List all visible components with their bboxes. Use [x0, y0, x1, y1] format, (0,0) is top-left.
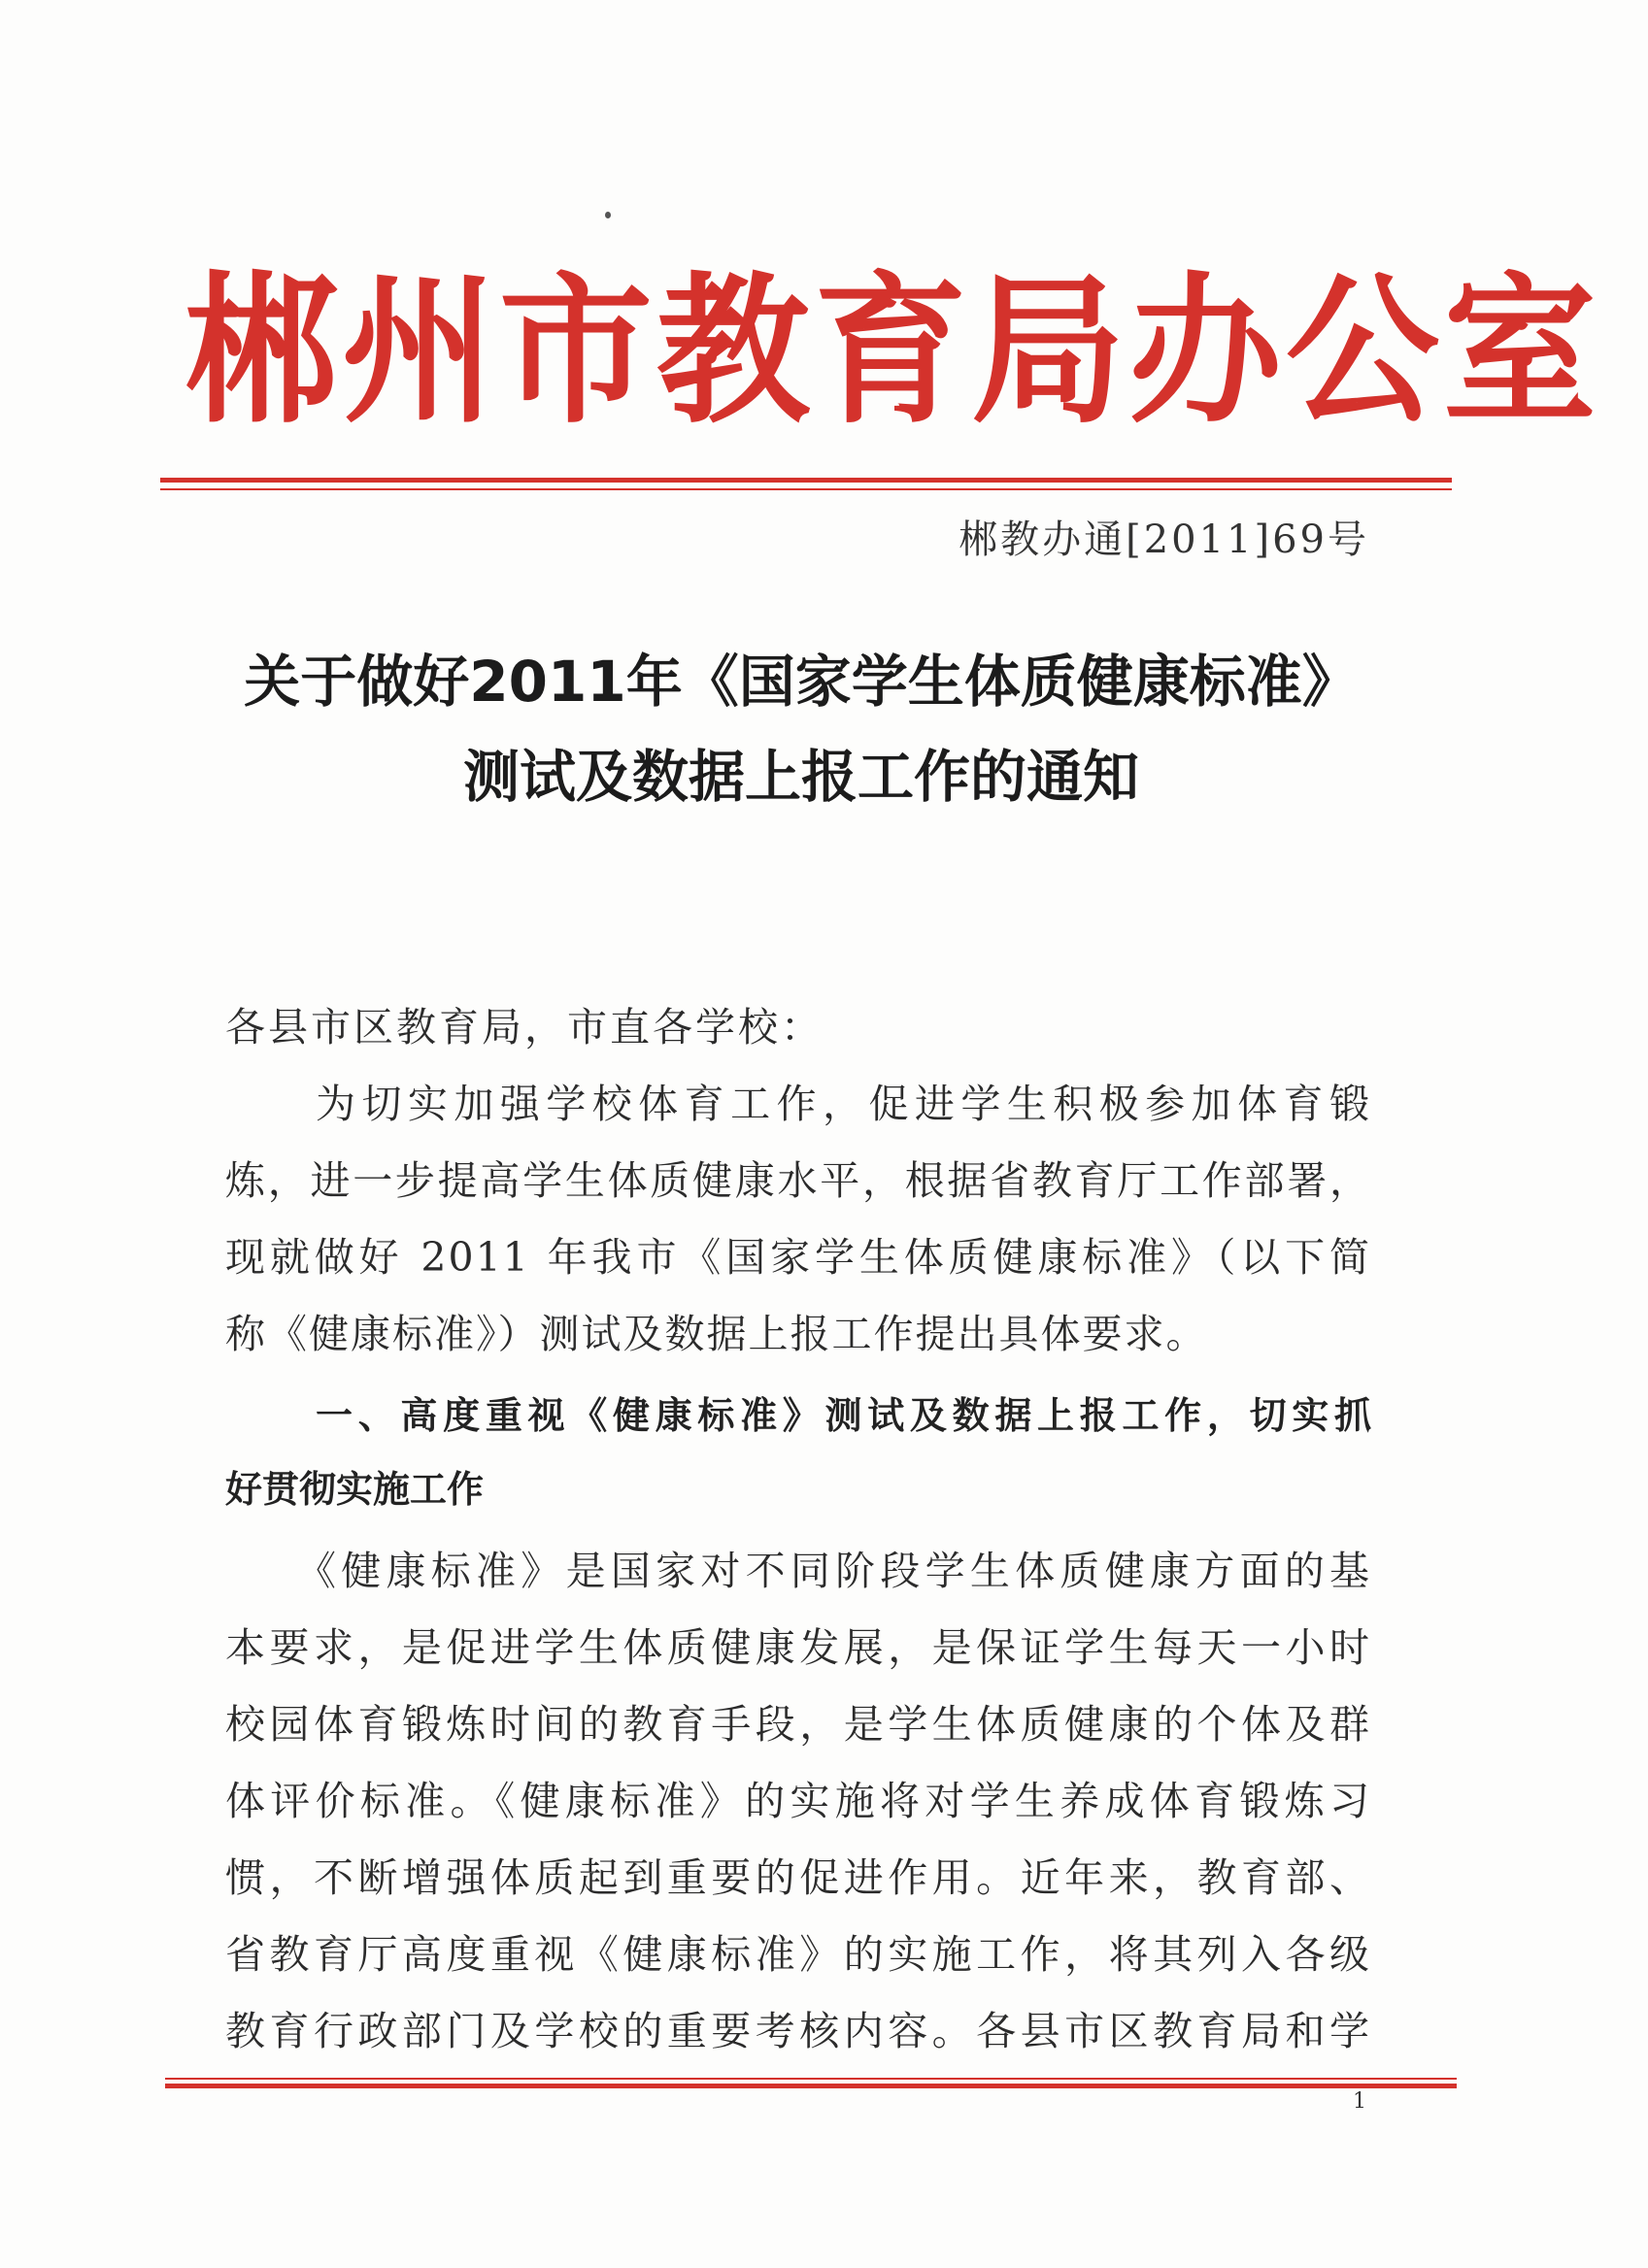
section-body-line: 教育行政部门及学校的重要考核内容。各县市区教育局和学	[225, 2008, 1371, 2054]
paragraph-line: 为切实加强学校体育工作，促进学生积极参加体育锻	[316, 1081, 1371, 1127]
paragraph-line: 现就做好 2011 年我市《国家学生体质健康标准》（以下简	[225, 1234, 1371, 1281]
salutation: 各县市区教育局，市直各学校：	[225, 1004, 824, 1051]
page-number: 1	[1353, 2089, 1366, 2114]
section-body-line: 《健康标准》是国家对不同阶段学生体质健康方面的基	[296, 1548, 1371, 1594]
letterhead-rule-thin	[160, 488, 1452, 490]
letterhead-org-name: 郴州市教育局办公室	[185, 257, 1600, 447]
section-heading-line: 一、高度重视《健康标准》测试及数据上报工作，切实抓	[316, 1394, 1371, 1437]
paragraph-line: 炼，进一步提高学生体质健康水平，根据省教育厅工作部署，	[225, 1157, 1371, 1204]
section-body-line: 本要求，是促进学生体质健康发展，是保证学生每天一小时	[225, 1624, 1371, 1671]
section-body-line: 体评价标准。《健康标准》的实施将对学生养成体育锻炼习	[225, 1778, 1371, 1824]
section-body-line: 惯，不断增强体质起到重要的促进作用。近年来，教育部、	[225, 1854, 1371, 1901]
section-heading-line: 好贯彻实施工作	[225, 1468, 485, 1511]
footer-rule-thin	[165, 2078, 1457, 2080]
paragraph-line: 称《健康标准》）测试及数据上报工作提出具体要求。	[225, 1311, 1208, 1357]
section-body-line: 校园体育锻炼时间的教育手段，是学生体质健康的个体及群	[225, 1701, 1371, 1748]
document-title-line-2: 测试及数据上报工作的通知	[462, 744, 1139, 810]
letterhead-rule-thick	[160, 478, 1452, 483]
scan-speck	[605, 212, 611, 218]
footer-rule-thick	[165, 2084, 1457, 2088]
document-number: 郴教办通[2011]69号	[959, 517, 1369, 562]
section-body-line: 省教育厅高度重视《健康标准》的实施工作，将其列入各级	[225, 1931, 1371, 1978]
document-title-line-1: 关于做好2011年《国家学生体质健康标准》	[244, 649, 1359, 715]
